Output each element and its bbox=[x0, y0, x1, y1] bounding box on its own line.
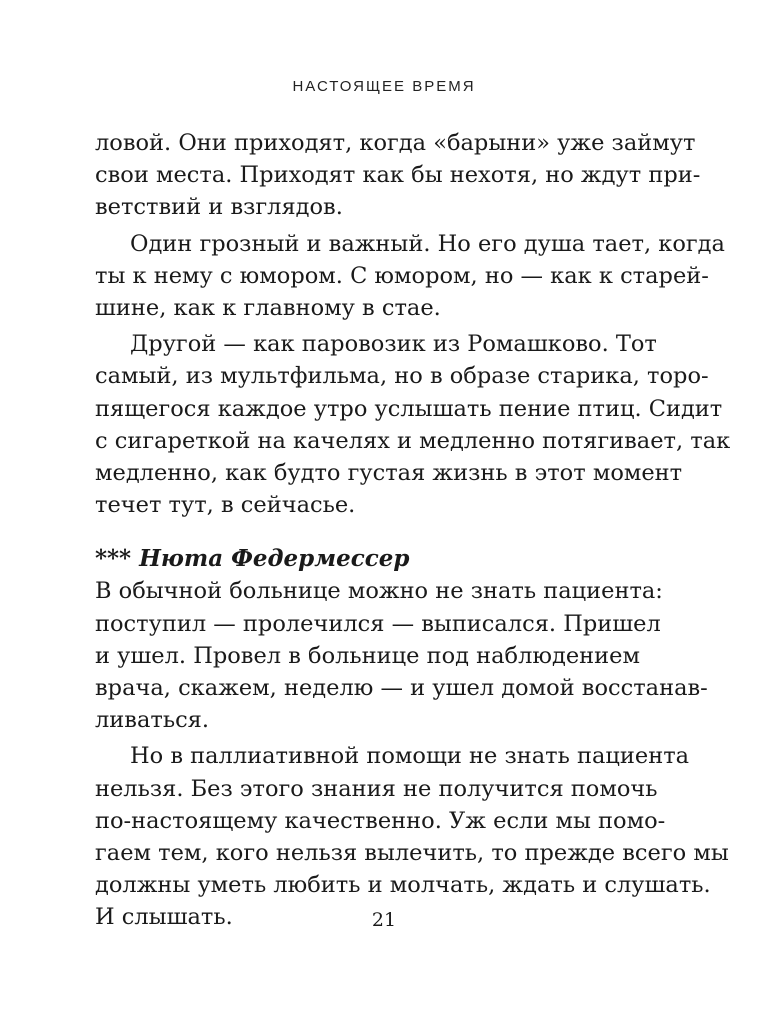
text-line: ливаться. bbox=[95, 707, 210, 734]
text-line: В обычной больнице можно не знать пациента: bbox=[95, 578, 663, 605]
text-line: Другой — как паровозик из Ромашково. Тот bbox=[130, 331, 657, 358]
text-line: с сигареткой на качелях и медленно потягивает, так bbox=[95, 427, 731, 454]
text-line: ловой. Они приходят, когда «барыни» уже займут bbox=[95, 130, 696, 156]
text-line: врача, скажем, неделю — и ушел домой восстанав- bbox=[95, 675, 708, 701]
section-heading: *** Нюта Федермессер bbox=[95, 545, 410, 573]
text-line: свои места. Приходят как бы нехотя, но ждут при- bbox=[95, 162, 701, 189]
text-line: гаем тем, кого нельзя вылечить, то прежде всего мы bbox=[95, 839, 729, 866]
text-line: медленно, как будто густая жизнь в этот момент bbox=[95, 459, 683, 486]
text-line: Но в паллиативной помощи не знать пациента bbox=[130, 743, 690, 770]
text-line: ветствий и взглядов. bbox=[95, 194, 343, 221]
page-number: 21 bbox=[371, 909, 397, 931]
text-line: должны уметь любить и молчать, ждать и слушать. bbox=[95, 872, 711, 899]
text-line: и ушел. Провел в больнице под наблюдением bbox=[95, 642, 640, 669]
paragraph bbox=[95, 328, 731, 521]
text-line: шине, как к главному в стае. bbox=[95, 294, 441, 321]
text-line: ты к нему с юмором. С юмором, но — как к старей- bbox=[95, 262, 709, 289]
paragraph bbox=[95, 228, 725, 325]
text-line: И слышать. bbox=[95, 904, 233, 931]
paragraph bbox=[95, 127, 701, 224]
text-line: нельзя. Без этого знания не получится помочь bbox=[95, 775, 658, 802]
paragraph bbox=[95, 740, 729, 933]
text-block-before bbox=[95, 127, 731, 521]
text-block-after bbox=[95, 575, 729, 933]
body-text bbox=[95, 127, 731, 934]
text-line: по-настоящему качественно. Уж если мы помо- bbox=[95, 807, 666, 834]
text-line: самый, из мультфильма, но в образе старика, торо- bbox=[95, 363, 709, 390]
text-line: поступил — пролечился — выписался. Пришел bbox=[95, 610, 661, 637]
text-line: Один грозный и важный. Но его душа тает, когда bbox=[130, 230, 725, 257]
text-line: течет тут, в сейчасье. bbox=[95, 492, 356, 519]
text-line: пящегося каждое утро услышать пение птиц. Сидит bbox=[95, 395, 723, 422]
paragraph bbox=[95, 575, 708, 736]
running-head: НАСТОЯЩЕЕ ВРЕМЯ bbox=[292, 78, 476, 95]
